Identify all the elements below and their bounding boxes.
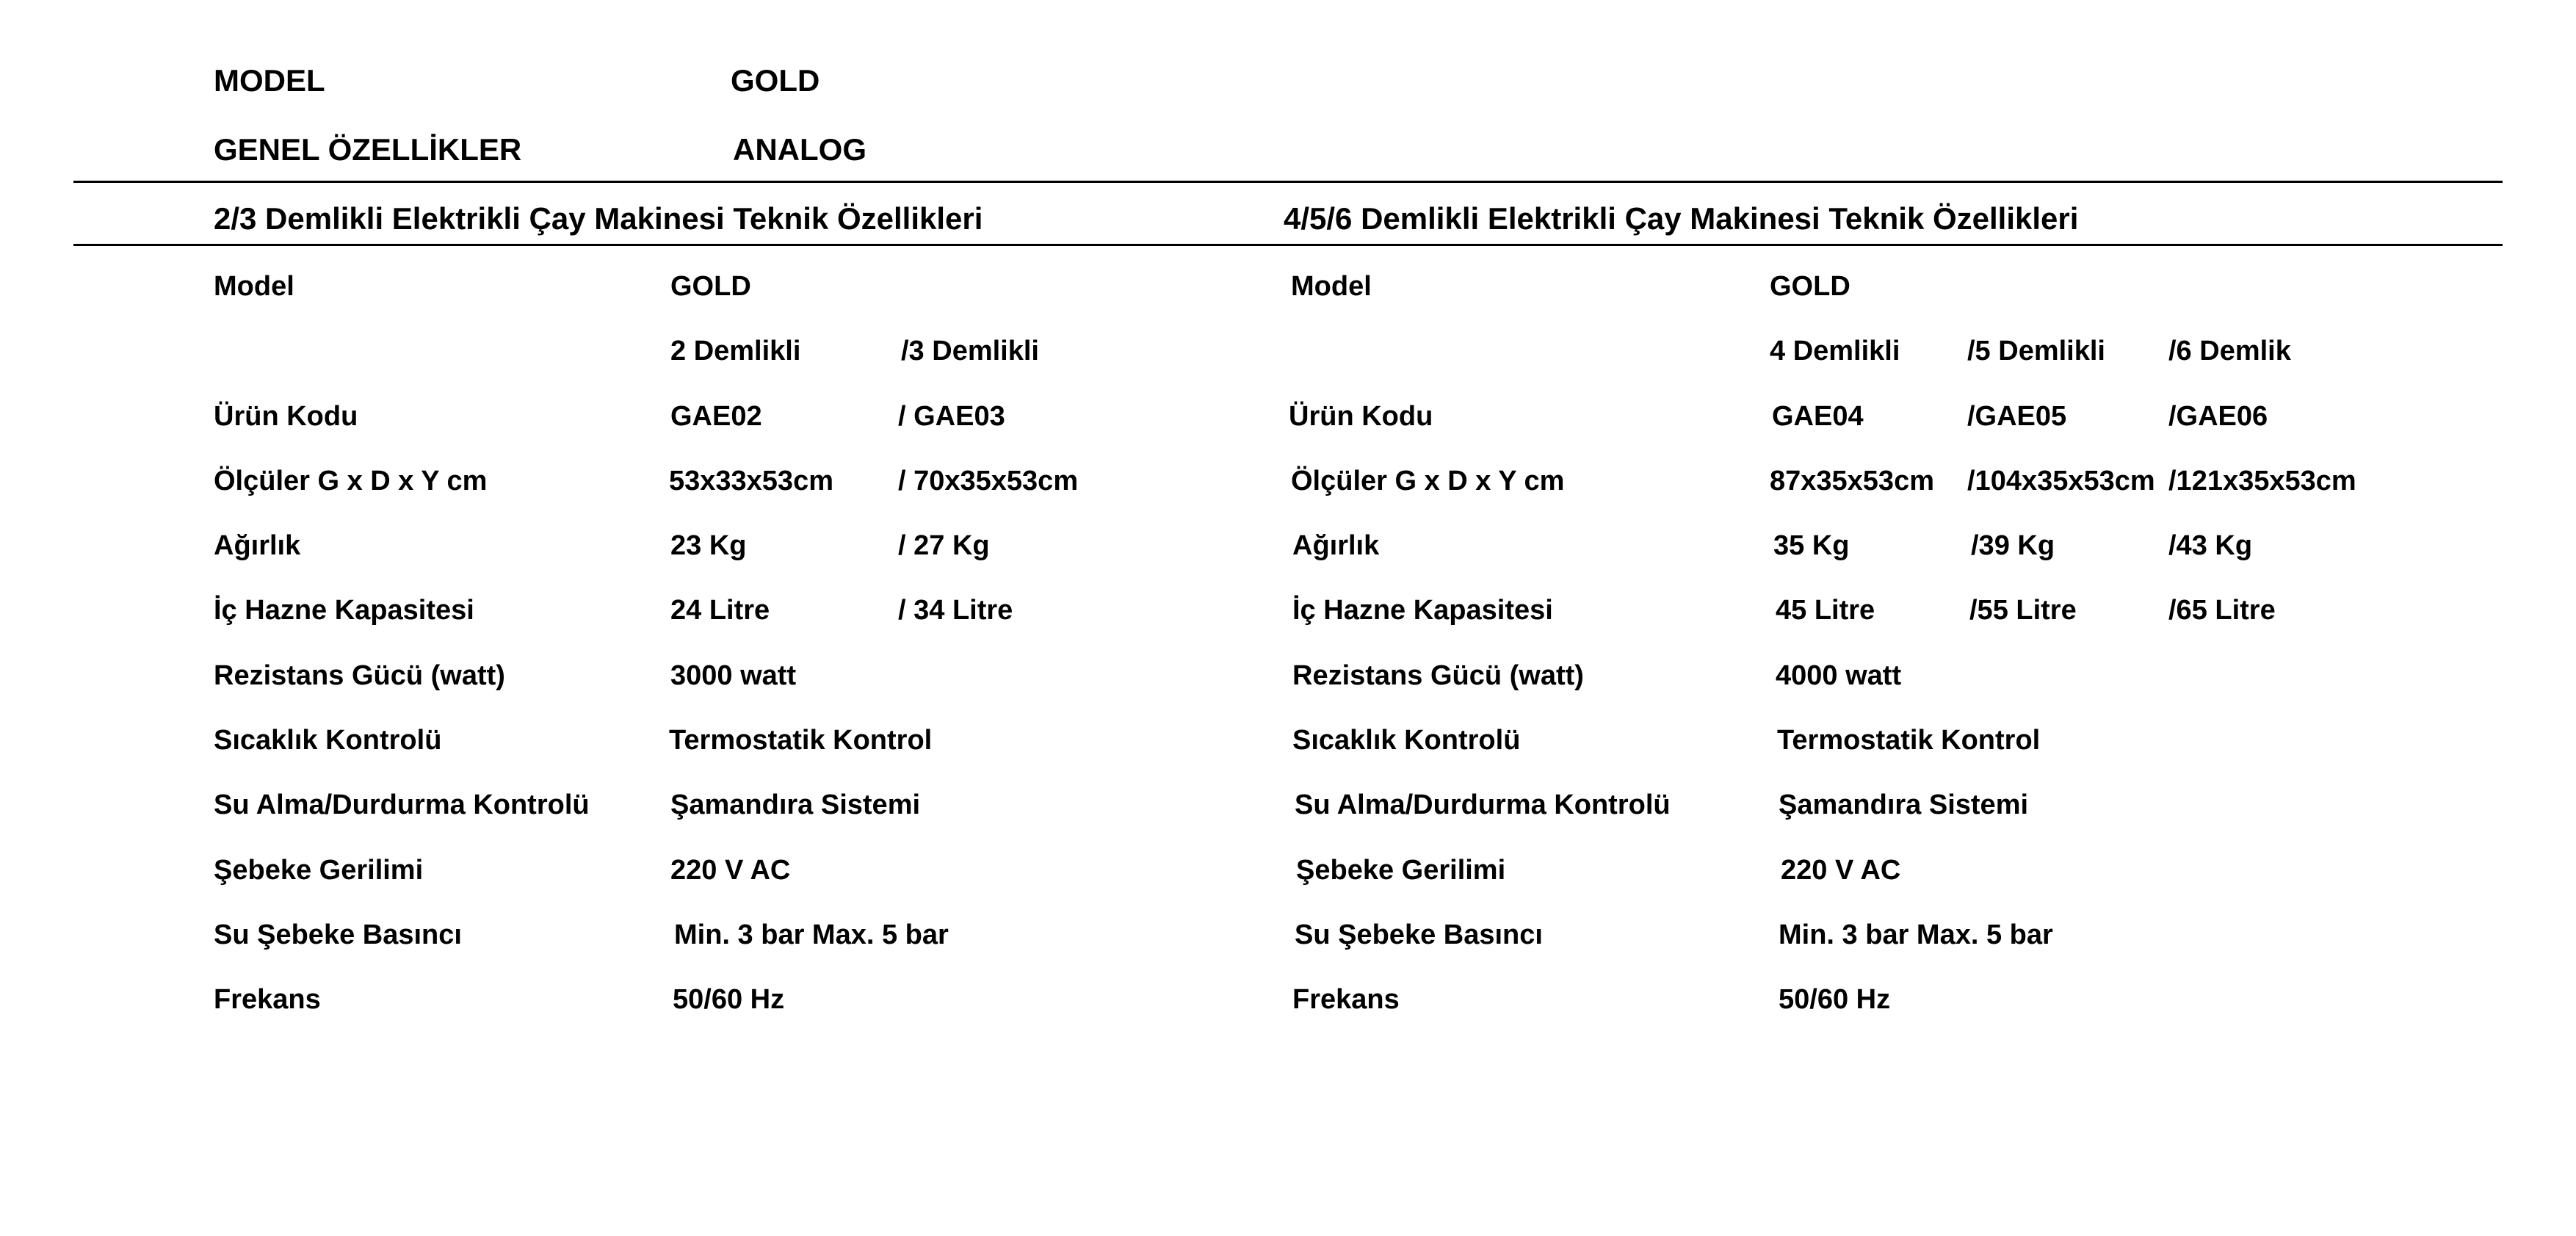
right-row-value-1: 45 Litre — [1776, 595, 1875, 626]
left-row-label: Model — [214, 271, 294, 302]
right-row-label: Ürün Kodu — [1289, 401, 1433, 432]
left-row-value-1: 3000 watt — [670, 660, 797, 691]
left-row-value-1: 220 V AC — [670, 855, 791, 886]
right-row-label: Frekans — [1292, 984, 1400, 1015]
left-row-label: Rezistans Gücü (watt) — [214, 660, 505, 691]
right-row-value-1: 220 V AC — [1781, 855, 1901, 886]
right-row-value-1: 4 Demlikli — [1770, 336, 1900, 366]
right-row-value-3: /GAE06 — [2168, 401, 2268, 432]
right-row-label: Su Şebeke Basıncı — [1295, 919, 1543, 950]
right-row-value-1: 35 Kg — [1773, 530, 1850, 561]
right-row-label: Şebeke Gerilimi — [1296, 855, 1506, 886]
right-row-label: İç Hazne Kapasitesi — [1292, 595, 1553, 626]
right-row-value-1: Min. 3 bar Max. 5 bar — [1779, 919, 2053, 950]
right-row-value-3: /65 Litre — [2168, 595, 2276, 626]
right-row-value-3: /43 Kg — [2168, 530, 2253, 561]
left-row-value-1: Şamandıra Sistemi — [670, 789, 921, 820]
left-row-value-1: 2 Demlikli — [670, 336, 801, 366]
left-row-value-2: /3 Demlikli — [901, 336, 1039, 366]
left-row-value-1: Termostatik Kontrol — [669, 725, 933, 756]
right-row-value-3: /6 Demlik — [2168, 336, 2291, 366]
right-row-label: Ölçüler G x D x Y cm — [1291, 466, 1565, 496]
left-row-label: İç Hazne Kapasitesi — [214, 595, 474, 626]
left-row-label: Su Şebeke Basıncı — [214, 919, 462, 950]
left-row-label: Ölçüler G x D x Y cm — [214, 466, 488, 496]
left-row-value-2: / GAE03 — [898, 401, 1005, 432]
model-value: GOLD — [731, 63, 820, 98]
left-row-label: Su Alma/Durdurma Kontrolü — [214, 789, 590, 820]
left-row-label: Sıcaklık Kontrolü — [214, 725, 442, 756]
left-row-value-1: GAE02 — [670, 401, 762, 432]
left-row-value-1: 23 Kg — [670, 530, 747, 561]
general-features-label: GENEL ÖZELLİKLER — [214, 132, 522, 167]
left-row-label: Ürün Kodu — [214, 401, 358, 432]
left-row-value-2: / 34 Litre — [898, 595, 1013, 626]
left-row-value-1: 50/60 Hz — [673, 984, 785, 1015]
left-row-value-2: / 70x35x53cm — [898, 466, 1079, 496]
model-label: MODEL — [214, 63, 325, 98]
right-row-value-2: /55 Litre — [1969, 595, 2077, 626]
right-row-value-1: Şamandıra Sistemi — [1779, 789, 2029, 820]
left-row-label: Frekans — [214, 984, 321, 1015]
left-row-value-2: / 27 Kg — [898, 530, 990, 561]
right-row-value-2: /39 Kg — [1971, 530, 2055, 561]
right-row-label: Su Alma/Durdurma Kontrolü — [1295, 789, 1671, 820]
left-row-value-1: Min. 3 bar Max. 5 bar — [674, 919, 949, 950]
right-row-value-2: /GAE05 — [1967, 401, 2067, 432]
right-row-value-2: /104x35x53cm — [1967, 466, 2155, 496]
left-section-heading: 2/3 Demlikli Elektrikli Çay Makinesi Teknik Özellikleri — [214, 201, 983, 236]
right-row-label: Rezistans Gücü (watt) — [1292, 660, 1584, 691]
left-row-value-1: GOLD — [670, 271, 751, 302]
right-row-value-1: 4000 watt — [1776, 660, 1902, 691]
right-row-label: Ağırlık — [1292, 530, 1380, 561]
right-row-value-2: /5 Demlikli — [1967, 336, 2105, 366]
right-row-value-1: Termostatik Kontrol — [1777, 725, 2041, 756]
divider-bottom — [73, 244, 2503, 246]
right-row-label: Model — [1291, 271, 1372, 302]
divider-top — [73, 181, 2503, 183]
right-row-value-1: GOLD — [1770, 271, 1850, 302]
right-row-value-1: 87x35x53cm — [1770, 466, 1934, 496]
right-row-label: Sıcaklık Kontrolü — [1292, 725, 1521, 756]
right-row-value-1: 50/60 Hz — [1779, 984, 1891, 1015]
left-row-value-1: 53x33x53cm — [669, 466, 833, 496]
left-row-value-1: 24 Litre — [670, 595, 770, 626]
left-row-label: Şebeke Gerilimi — [214, 855, 424, 886]
right-section-heading: 4/5/6 Demlikli Elektrikli Çay Makinesi Teknik Özellikleri — [1284, 201, 2079, 236]
general-features-value: ANALOG — [733, 132, 866, 167]
right-row-value-1: GAE04 — [1772, 401, 1864, 432]
right-row-value-3: /121x35x53cm — [2168, 466, 2356, 496]
left-row-label: Ağırlık — [214, 530, 301, 561]
